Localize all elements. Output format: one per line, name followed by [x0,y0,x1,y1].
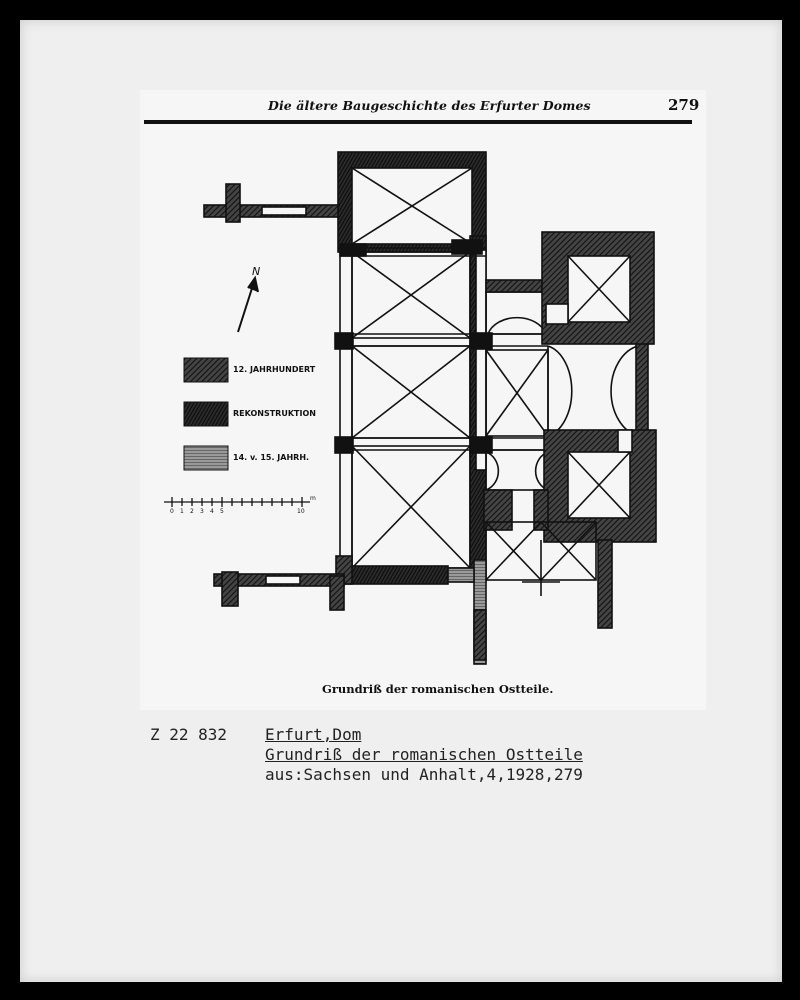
inventory-number: Z 22 832 [150,725,228,744]
figure-caption: Grundriß der romanischen Ostteile. [322,682,554,696]
legend-swatch-reconstruction [184,402,228,426]
catalog-source: aus:Sachsen und Anhalt,4,1928,279 [265,765,583,784]
scale-tick-label: 10 [297,508,305,515]
scale-tick-label: 0 [170,508,174,515]
legend-label-reconstruction: REKONSTRUKTION [233,409,316,418]
running-head: Die ältere Baugeschichte des Erfurter Domes [268,98,591,113]
legend-label-12th-century: 12. JAHRHUNDERT [233,365,316,374]
scale-unit: m [310,495,316,502]
legend-swatch-12th-century [184,358,228,382]
scale-tick-label: 2 [190,508,194,515]
catalog-place: Erfurt,Dom [265,725,362,744]
scale-tick-label: 1 [180,508,184,515]
legend-swatch-14th-15th-century [184,446,228,470]
scale-bar [164,497,310,507]
page-number: 279 [668,96,700,114]
north-arrow-icon [238,278,258,332]
scale-tick-label: 4 [210,508,214,515]
scale-tick-label: 5 [220,508,224,515]
catalog-title: Grundriß der romanischen Ostteile [265,745,583,764]
north-label: N [252,265,261,278]
legend-label-14th-15th-century: 14. v. 15. JAHRH. [233,453,310,462]
scale-tick-label: 3 [200,508,204,515]
